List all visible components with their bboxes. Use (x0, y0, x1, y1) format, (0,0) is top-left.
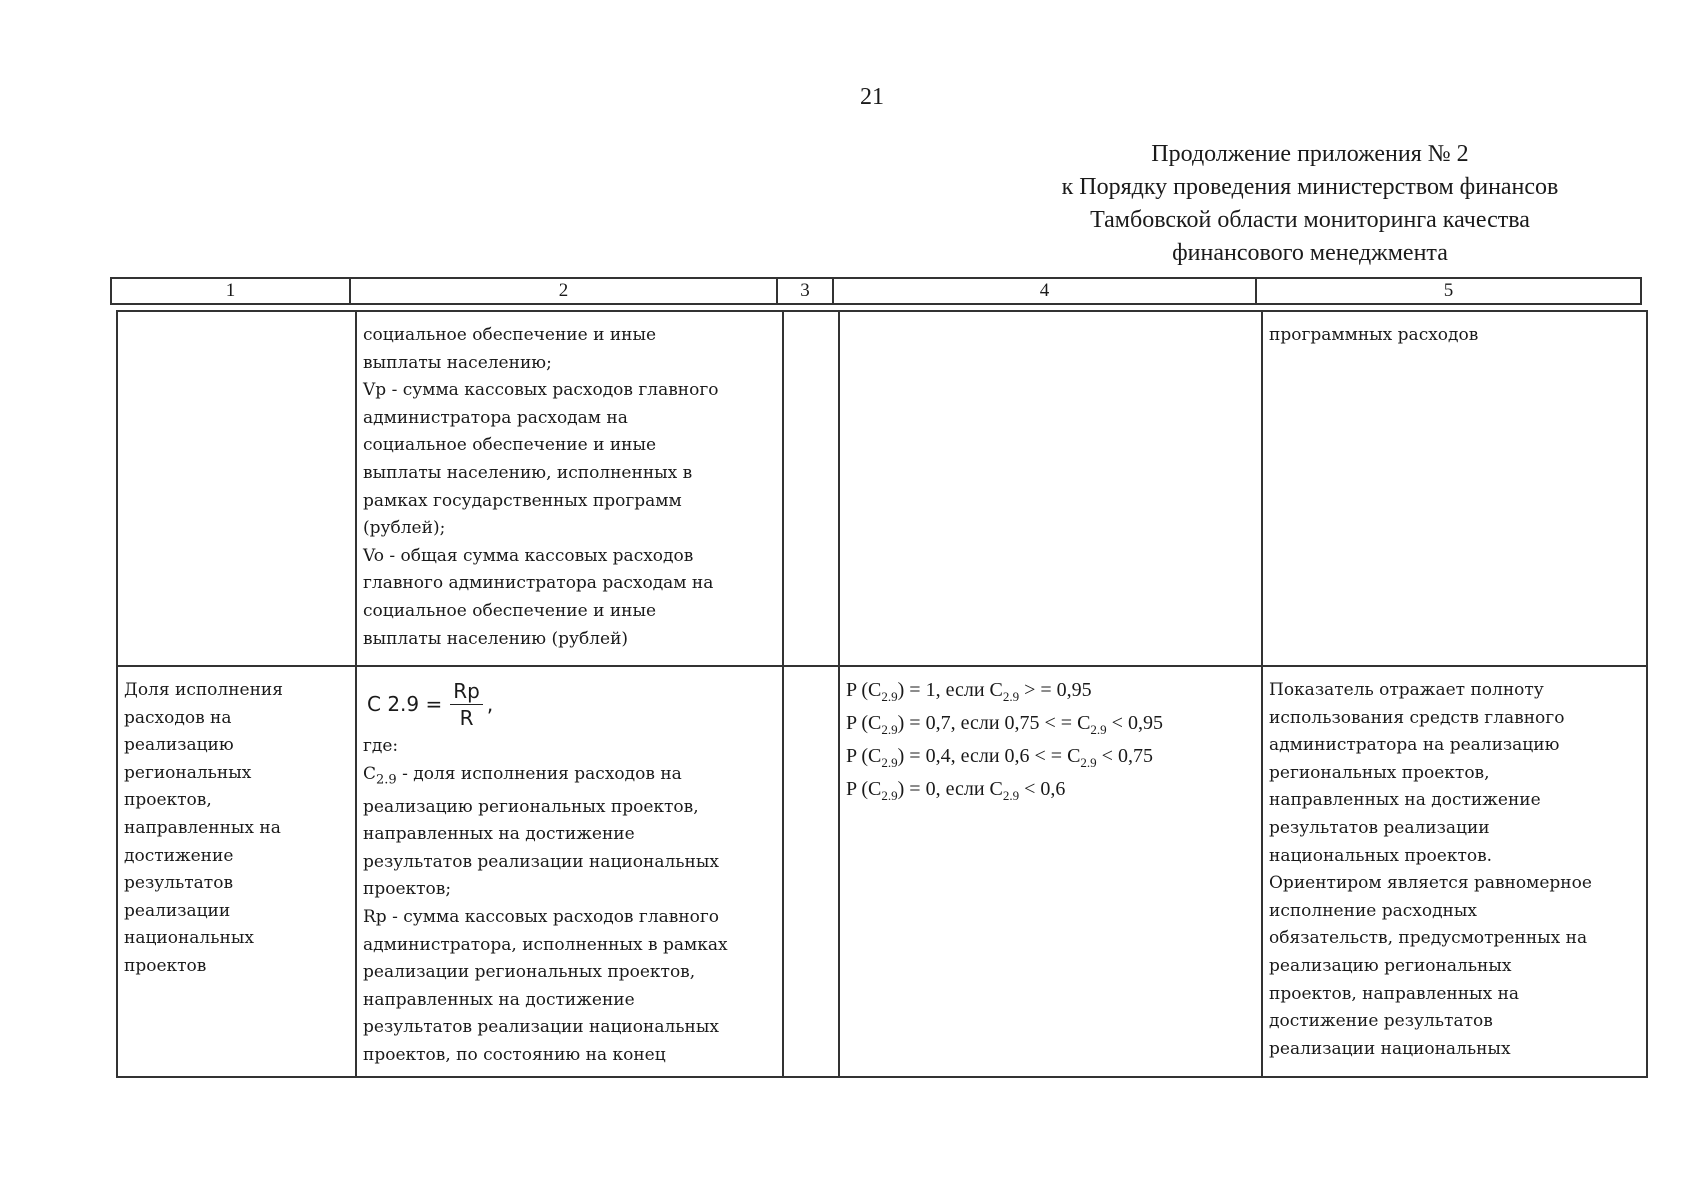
calculation-line: проектов, по состоянию на конец (363, 1044, 666, 1065)
indicator-name-line: проектов, (124, 790, 212, 811)
formula-numerator: Rp (450, 679, 483, 705)
formula-denominator: R (459, 706, 474, 730)
table-row (117, 311, 1647, 666)
formula-trail: , (486, 692, 494, 717)
appendix-header-line: Тамбовской области мониторинга качества (1090, 207, 1530, 233)
page-number: 21 (860, 84, 884, 110)
comment-line: направленных на достижение (1269, 790, 1541, 811)
indicator-name-line: Доля исполнения (124, 680, 283, 700)
comment-cell (1262, 666, 1647, 1077)
calculation-line (363, 761, 775, 794)
indicator-name-line: проектов (124, 955, 207, 976)
indicator-name-line: достижение (124, 845, 234, 866)
calculation-line: результатов реализации национальных (363, 851, 719, 872)
indicator-name-cell (117, 311, 356, 666)
criteria-table (116, 310, 1648, 1078)
calculation-line: выплаты населению, исполненных в (363, 462, 693, 483)
indicator-name-line: расходов на (124, 707, 232, 728)
comment-cell (1262, 311, 1647, 666)
comment-line: Ориентиром является равномерное (1269, 873, 1592, 894)
calculation-line: администратора расходам на (363, 407, 628, 428)
calculation-line: результатов реализации национальных (363, 1017, 719, 1038)
indicator-name-line: результатов (124, 873, 234, 894)
appendix-header-line: Продолжение приложения № 2 (1151, 141, 1469, 167)
comment-line: достижение результатов (1269, 1011, 1493, 1032)
calculation-line: Vo - общая сумма кассовых расходов (363, 545, 694, 566)
calculation-cell (356, 311, 783, 666)
indicator-name-line: реализацию (124, 735, 234, 756)
scoring-condition: P $(C_{2.9}) = 0$, если $C_{2.9} < 0,6$ (846, 778, 1066, 803)
scoring-cell (839, 666, 1262, 1077)
c29-definition: - доля исполнения расходов на (396, 763, 682, 784)
indicator-name-line: национальных (124, 928, 254, 949)
scoring-conditions (846, 677, 1254, 809)
scoring-condition: P $(C_{2.9}) = 1$, если $C_{2.9}$ > = 0,95 (846, 679, 1092, 704)
calculation-line: социальное обеспечение и иные (363, 325, 657, 345)
comment-line: региональных проектов, (1269, 762, 1490, 783)
comment-line: национальных проектов. (1269, 845, 1493, 866)
scoring-condition: P $(C_{2.9}) = 0,4$, если 0,6 < = $C_{2.9} < 0,75$ (846, 745, 1153, 770)
empty-cell (783, 311, 839, 666)
column-number: 2 (350, 278, 777, 304)
column-number: 1 (111, 278, 350, 304)
comment-line: программных расходов (1269, 325, 1479, 345)
comment-line: Показатель отражает полноту (1269, 680, 1544, 700)
column-number-row (111, 278, 1641, 304)
indicator-name-line: реализации (124, 900, 231, 921)
comment-line: исполнение расходных (1269, 900, 1478, 921)
appendix-header (960, 138, 1660, 270)
calculation-line: реализацию региональных проектов, (363, 796, 699, 817)
calculation-line: направленных на достижение (363, 824, 635, 845)
calculation-line: главного администратора расходам на (363, 573, 714, 594)
formula (367, 677, 775, 733)
calculation-line: (рублей); (363, 518, 446, 539)
column-number: 3 (777, 278, 833, 304)
calculation-line: рамках государственных программ (363, 490, 682, 511)
calculation-line: Vp - сумма кассовых расходов главного (363, 380, 719, 401)
calculation-line: социальное обеспечение и иные (363, 435, 657, 456)
indicator-name-cell (117, 666, 356, 1077)
c29-subscript: 2.9 (376, 771, 397, 787)
comment-line: проектов, направленных на (1269, 983, 1520, 1004)
empty-cell (783, 666, 839, 1077)
formula-lhs: C 2.9 = (367, 692, 443, 717)
calculation-line: социальное обеспечение и иные (363, 600, 657, 621)
comment-line: реализацию региональных (1269, 955, 1512, 976)
indicator-name-line: направленных на (124, 817, 281, 838)
scoring-cell (839, 311, 1262, 666)
calculation-line: администратора, исполненных в рамках (363, 934, 728, 955)
scoring-condition: P $(C_{2.9}) = 0,7$, если 0,75 < = $C_{2.9} < 0,95$ (846, 712, 1163, 737)
calculation-line: выплаты населению (рублей) (363, 628, 629, 649)
calculation-line: реализации региональных проектов, (363, 962, 696, 983)
column-number: 5 (1256, 278, 1641, 304)
c29-symbol: C (363, 763, 377, 784)
calculation-line: выплаты населению; (363, 352, 552, 373)
formula-fraction (450, 679, 483, 731)
appendix-header-line: финансового менеджмента (1172, 240, 1448, 266)
column-number-header (110, 277, 1642, 305)
column-number: 4 (833, 278, 1256, 304)
comment-line: реализации национальных (1269, 1038, 1511, 1059)
table-row (117, 666, 1647, 1077)
calculation-line: проектов; (363, 879, 452, 900)
where-label: где: (363, 736, 399, 756)
comment-line: обязательств, предусмотренных на (1269, 928, 1588, 949)
calculation-cell (356, 666, 783, 1077)
comment-line: администратора на реализацию (1269, 735, 1560, 756)
indicator-name-line: региональных (124, 762, 252, 783)
comment-line: использования средств главного (1269, 707, 1565, 728)
calculation-line: Rp - сумма кассовых расходов главного (363, 906, 720, 927)
appendix-header-line: к Порядку проведения министерством финансов (1061, 174, 1559, 200)
comment-line: результатов реализации (1269, 817, 1490, 838)
calculation-line: направленных на достижение (363, 989, 635, 1010)
